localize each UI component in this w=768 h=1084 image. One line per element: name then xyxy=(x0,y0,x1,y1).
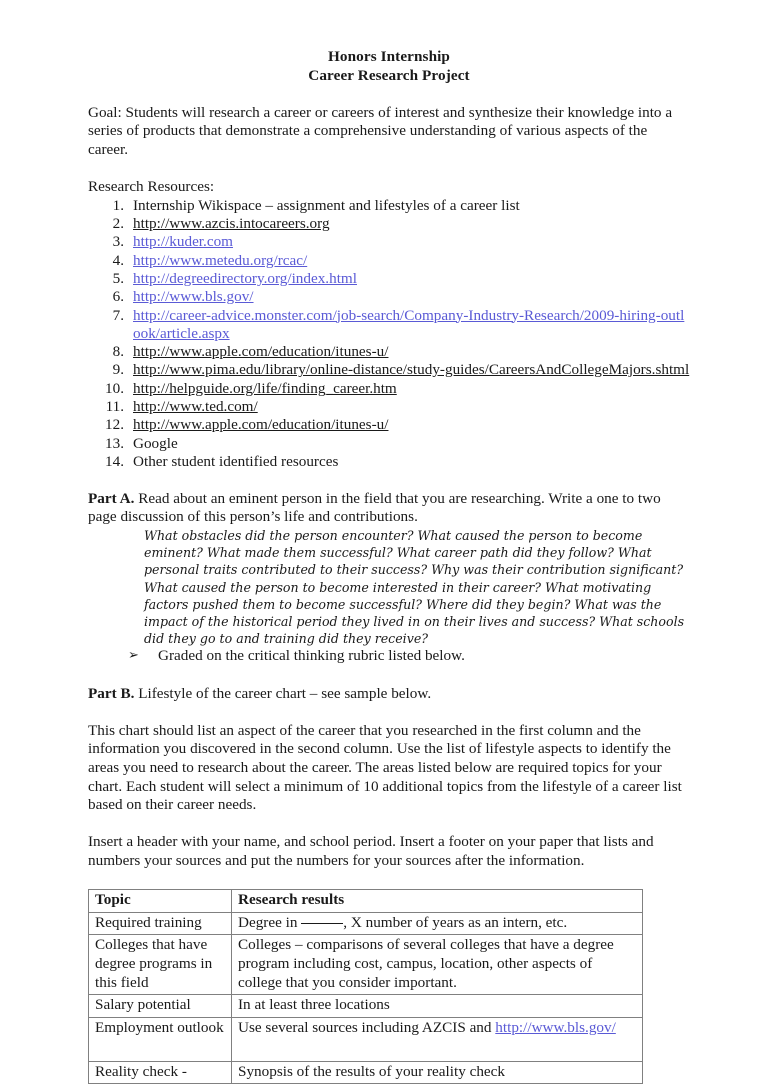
table-row xyxy=(89,935,643,995)
fill-in-blank xyxy=(301,923,343,924)
title-line-1: Honors Internship xyxy=(328,48,450,65)
resource-item[interactable] xyxy=(88,288,690,306)
goal-paragraph: Goal: Students will research a career or careers of interest and synthesize their knowledge into a series of products that demonstrate a comprehensive understanding of various aspects of the career. xyxy=(88,103,673,158)
title-line-2: Career Research Project xyxy=(308,66,470,84)
part-a-bullet xyxy=(128,647,690,666)
resource-number: 9. xyxy=(112,361,124,379)
table-header-row xyxy=(89,890,643,913)
resource-number: 11. xyxy=(105,398,124,416)
table-cell-topic: Colleges that have degree programs in this field xyxy=(89,935,232,995)
spacer xyxy=(88,471,690,490)
resource-text: Google xyxy=(133,434,178,452)
resource-item xyxy=(88,453,690,471)
table-row xyxy=(89,1061,643,1084)
resource-number: 6. xyxy=(112,288,124,306)
table-cell-result-text: Synopsis of the results of your reality check xyxy=(238,1062,505,1080)
resource-number: 13. xyxy=(105,434,124,452)
table-cell-result-text: In at least three locations xyxy=(238,996,390,1014)
resource-link[interactable]: http://www.apple.com/education/itunes-u/ xyxy=(133,343,389,361)
resource-item[interactable] xyxy=(88,215,690,233)
table-row xyxy=(89,1017,643,1061)
resource-link[interactable]: http://www.apple.com/education/itunes-u/ xyxy=(133,416,389,434)
resource-item[interactable] xyxy=(88,380,690,398)
resource-link[interactable]: http://career-advice.monster.com/job-search/Company-Industry-Research/2009-hiring-outlook/article.aspx xyxy=(133,306,685,342)
research-resources-heading: Research Resources: xyxy=(88,178,215,196)
resource-number: 5. xyxy=(112,269,124,287)
table-cell-result xyxy=(232,912,643,935)
resource-item xyxy=(88,435,690,453)
resource-link[interactable]: http://www.metedu.org/rcac/ xyxy=(133,251,308,269)
resource-item[interactable] xyxy=(88,307,690,344)
part-b-paragraph xyxy=(88,685,690,704)
table-cell-result-text-post: , X number of years as an intern, etc. xyxy=(343,913,568,931)
table-cell-link[interactable]: http://www.bls.gov/ xyxy=(495,1018,616,1036)
spacer xyxy=(88,871,690,890)
spacer xyxy=(88,160,690,179)
spacer xyxy=(88,703,690,722)
table-cell-result-text: Degree in xyxy=(238,913,302,931)
resource-item[interactable] xyxy=(88,233,690,251)
spacer xyxy=(88,815,690,834)
table-cell-topic: Required training xyxy=(89,912,232,935)
part-b-paragraph-2: Insert a header with your name, and school period. Insert a footer on your paper that lists and numbers your sources and put the numbers for your sources after the information. xyxy=(88,833,654,869)
document-title xyxy=(88,48,690,85)
resource-number: 14. xyxy=(105,452,124,470)
part-b-paragraph-1: This chart should list an aspect of the career that you researched in the first column and the information you discovered in the second column. Use the list of lifestyle aspects to identify the areas you need to research about the career. The areas listed below are required topics for your chart. Each student will select a minimum of 10 additional topics from the lifestyle of a career list based on their career needs. xyxy=(88,721,682,814)
resource-link[interactable]: http://www.pima.edu/library/online-distance/study-guides/CareersAndCollegeMajors.shtml xyxy=(133,361,690,379)
table-header-topic: Topic xyxy=(89,890,232,913)
resource-item[interactable] xyxy=(88,361,690,379)
table-header-research-results: Research results xyxy=(232,890,643,913)
arrow-bullet-icon: ➢ xyxy=(128,648,139,664)
part-a-label: Part A. xyxy=(88,489,135,507)
table-cell-result-text: Use several sources including AZCIS and xyxy=(238,1018,496,1036)
resource-number: 8. xyxy=(112,343,124,361)
part-a-bullet-text: Graded on the critical thinking rubric listed below. xyxy=(158,647,465,665)
resource-number: 7. xyxy=(112,306,124,324)
part-a-body: Read about an eminent person in the field that you are researching. Write a one to two page discussion of this person’s life and contributions. xyxy=(88,489,661,526)
table-cell-result xyxy=(232,1017,643,1061)
table-cell-result xyxy=(232,935,643,995)
spacer xyxy=(88,666,690,685)
resource-number: 1. xyxy=(112,196,124,214)
resource-item[interactable] xyxy=(88,270,690,288)
resource-link[interactable]: http://degreedirectory.org/index.html xyxy=(133,269,357,287)
resource-item[interactable] xyxy=(88,398,690,416)
resource-number: 12. xyxy=(105,416,124,434)
table-cell-result xyxy=(232,995,643,1018)
resource-number: 2. xyxy=(112,215,124,233)
table-row xyxy=(89,995,643,1018)
resource-item[interactable] xyxy=(88,252,690,270)
resource-text: Internship Wikispace – assignment and lifestyles of a career list xyxy=(133,196,520,214)
spacer xyxy=(88,85,690,104)
resource-number: 4. xyxy=(112,251,124,269)
table-row xyxy=(89,912,643,935)
resource-text: Other student identified resources xyxy=(133,452,339,470)
part-a-questions: What obstacles did the person encounter? What caused the person to become eminent? What made them successful? What career path did they follow? What personal traits contributed to their success? Why was their contribution significant? What caused the person to become interested in their career? What motivating factors pushed them to become successful? Where did they begin? What was the impact of the historical period they lived in on their lives and success? What schools did they go to and training did they receive? xyxy=(144,527,685,647)
part-b-body: Lifestyle of the career chart – see sample below. xyxy=(134,684,432,702)
table-cell-result-text: Colleges – comparisons of several colleges that have a degree program including cost, campus, location, other aspects of college that you consider important. xyxy=(238,936,614,991)
resource-item xyxy=(88,197,690,215)
part-b-label: Part B. xyxy=(88,684,135,702)
resource-link[interactable]: http://helpguide.org/life/finding_career.htm xyxy=(133,379,397,397)
resource-item[interactable] xyxy=(88,416,690,434)
table-cell-topic: Salary potential xyxy=(89,995,232,1018)
resource-link[interactable]: http://www.azcis.intocareers.org xyxy=(133,215,330,233)
table-cell-topic: Employment outlook xyxy=(89,1017,232,1061)
part-a-paragraph xyxy=(88,490,690,527)
lifestyle-chart-table xyxy=(88,889,643,1084)
research-resources-list xyxy=(88,197,690,471)
resource-link[interactable]: http://kuder.com xyxy=(133,233,233,251)
resource-link[interactable]: http://www.bls.gov/ xyxy=(133,288,254,306)
resource-link[interactable]: http://www.ted.com/ xyxy=(133,398,258,416)
resource-number: 10. xyxy=(105,379,124,397)
table-cell-topic: Reality check - xyxy=(89,1061,232,1084)
resource-number: 3. xyxy=(112,233,124,251)
table-cell-result xyxy=(232,1061,643,1084)
resource-item[interactable] xyxy=(88,343,690,361)
